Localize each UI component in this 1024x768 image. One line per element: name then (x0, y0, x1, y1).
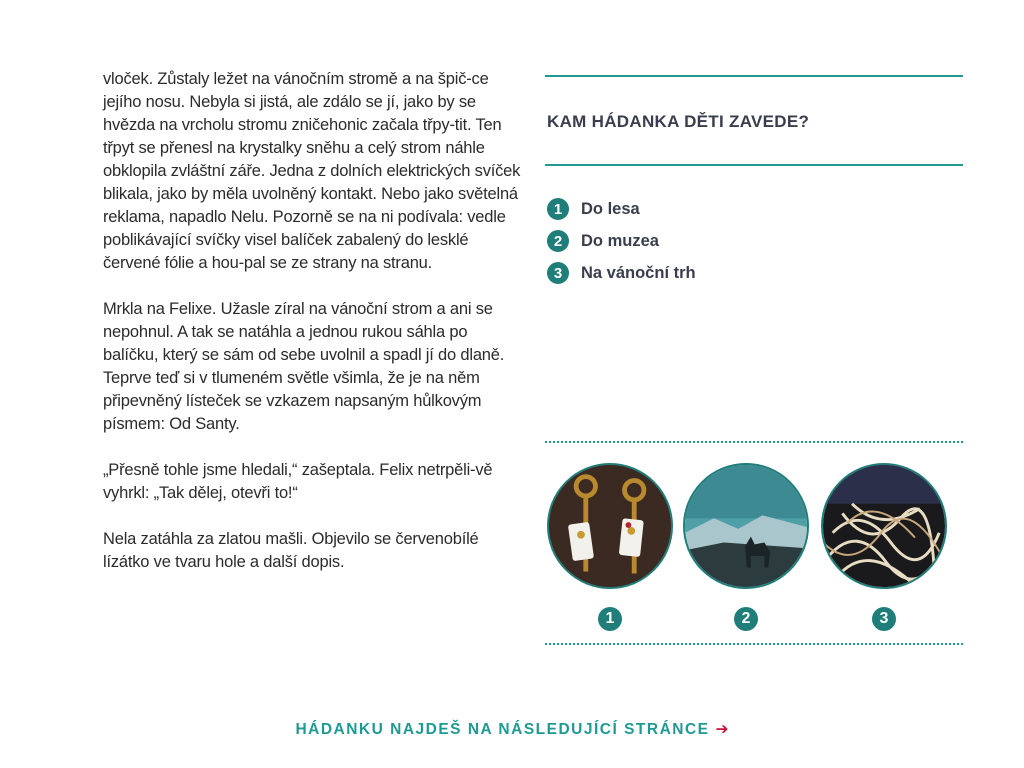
option-2[interactable] (547, 225, 696, 257)
quiz-question: KAM HÁDANKA DĚTI ZAVEDE? (547, 112, 810, 131)
top-rule (545, 75, 963, 77)
reindeer-landscape-photo-icon (683, 463, 809, 589)
keys-photo-icon (547, 463, 673, 589)
option-label-1: Do lesa (581, 199, 640, 218)
story-text (103, 68, 523, 597)
footer-text: HÁDANKU NAJDEŠ NA NÁSLEDUJÍCÍ STRÁNCE (295, 721, 710, 738)
story-paragraph-4: Nela zatáhla za zlatou mašli. Objevilo se červenobílé lízátko ve tvaru hole a další dopis. (103, 530, 479, 571)
story-paragraph-2: Mrkla na Felixe. Užasle zíral na vánoční strom a ani se nepohnul. A tak se natáhla a jednou rukou sáhla po balíčku, který se sám od sebe uvolnil a spadl jí do dlaně. Teprve teď si v tlumeném světle všimla, že je na něm připevněný lísteček se vzkazem napsaným hůlkovým písmem: Od Santy. (103, 300, 505, 433)
straw-photo-icon (821, 463, 947, 589)
option-number-3: 3 (547, 262, 569, 284)
option-label-2: Do muzea (581, 231, 659, 250)
photo-number-3: 3 (872, 607, 896, 631)
quiz-options (547, 193, 696, 289)
photo-number-1: 1 (598, 607, 622, 631)
option-number-1: 1 (547, 198, 569, 220)
story-paragraph-1: vloček. Zůstaly ležet na vánočním stromě a na špič-ce jejího nosu. Nebyla si jistá, ale zdálo se jí, jako by se hvězda na vrcholu stromu zničehonic začala třpy-tit. Ten třpyt se přenesl na krystalky sněhu a celý strom náhle obklopila zvláštní záře. Jedna z dolních elektrických svíček blikala, jako by měla uvolněný kontakt. Nebo jako světelná reklama, napadlo Nelu. Pozorně se na ni podívala: vedle poblikávající svíčky visel balíček zabalený do lesklé červené fólie a hou-pal se ze strany na stranu. (103, 70, 521, 272)
option-label-3: Na vánoční trh (581, 263, 696, 282)
photos-bottom-rule (545, 643, 963, 645)
arrow-right-icon: ➔ (715, 721, 729, 738)
story-paragraph-3: „Přesně tohle jsme hledali,“ zašeptala. Felix netrpěli-vě vyhrkl: „Tak dělej, otevři to!“ (103, 461, 493, 502)
photos-top-rule (545, 441, 963, 443)
question-rule (545, 164, 963, 166)
option-3[interactable] (547, 257, 696, 289)
option-number-2: 2 (547, 230, 569, 252)
photo-row (545, 463, 963, 638)
next-page-hint (0, 720, 1024, 739)
photo-number-2: 2 (734, 607, 758, 631)
option-1[interactable] (547, 193, 696, 225)
